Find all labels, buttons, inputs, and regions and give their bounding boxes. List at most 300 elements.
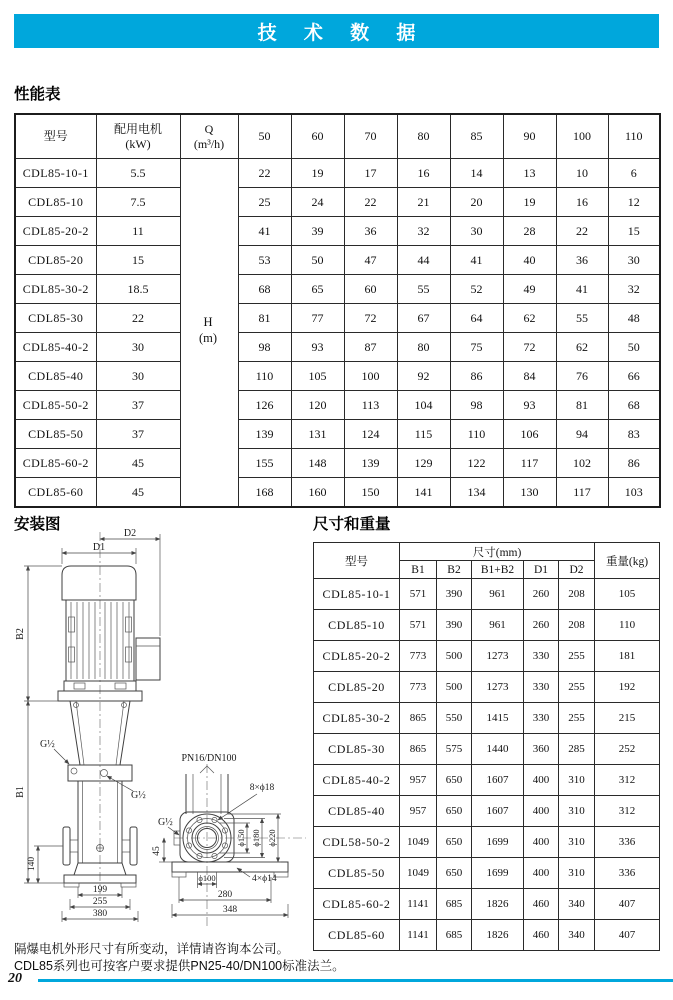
model-cell: CDL85-20 <box>15 246 96 275</box>
d1-cell: 400 <box>524 858 559 889</box>
d1-cell: 330 <box>524 672 559 703</box>
dim-label-140: 140 <box>27 856 37 872</box>
b1-cell: 1049 <box>400 858 437 889</box>
model-cell: CDL85-40-2 <box>314 765 400 796</box>
table-row <box>15 246 660 275</box>
head-value-cell: 76 <box>556 362 608 391</box>
table-row <box>314 858 660 889</box>
weight-cell: 336 <box>595 858 660 889</box>
head-value-cell: 25 <box>238 188 291 217</box>
head-value-cell: 19 <box>503 188 556 217</box>
head-value-cell: 13 <box>503 159 556 188</box>
motor-junction-box <box>136 638 160 680</box>
d1-cell: 460 <box>524 889 559 920</box>
head-value-cell: 117 <box>503 449 556 478</box>
b1b2-cell: 1440 <box>472 734 524 765</box>
col-header-model: 型号 <box>15 114 96 159</box>
table-row <box>314 579 660 610</box>
head-value-cell: 139 <box>238 420 291 449</box>
weight-cell: 105 <box>595 579 660 610</box>
table-row <box>314 889 660 920</box>
dim-label-g-half: G½ <box>40 739 55 750</box>
head-value-cell: 67 <box>397 304 450 333</box>
head-value-cell: 131 <box>291 420 344 449</box>
d2-cell: 310 <box>559 765 595 796</box>
b1b2-cell: 1826 <box>472 889 524 920</box>
discharge-flange <box>130 827 137 865</box>
table-row <box>15 362 660 391</box>
model-cell: CDL85-60-2 <box>15 449 96 478</box>
b1b2-cell: 1826 <box>472 920 524 951</box>
dim-label-dia180: ϕ180 <box>251 829 261 847</box>
head-value-cell: 81 <box>556 391 608 420</box>
head-value-cell: 22 <box>238 159 291 188</box>
dimensions-section-heading: 尺寸和重量 <box>313 516 391 533</box>
d1-cell: 400 <box>524 765 559 796</box>
b2-cell: 390 <box>437 610 472 641</box>
table-row <box>15 420 660 449</box>
head-value-cell: 62 <box>503 304 556 333</box>
head-value-cell: 44 <box>397 246 450 275</box>
head-value-cell: 105 <box>291 362 344 391</box>
b1b2-cell: 961 <box>472 610 524 641</box>
model-cell: CDL85-10 <box>314 610 400 641</box>
head-value-cell: 28 <box>503 217 556 246</box>
head-value-cell: 16 <box>397 159 450 188</box>
head-value-cell: 41 <box>238 217 291 246</box>
head-value-cell: 150 <box>344 478 397 508</box>
table-row <box>314 827 660 858</box>
dim-label-348: 348 <box>222 905 238 915</box>
table-row <box>314 765 660 796</box>
model-cell: CDL85-50-2 <box>15 391 96 420</box>
power-cell: 37 <box>96 420 180 449</box>
head-value-cell: 134 <box>450 478 503 508</box>
d2-cell: 310 <box>559 827 595 858</box>
head-value-cell: 87 <box>344 333 397 362</box>
head-column-spacer <box>180 478 238 508</box>
dimensions-table <box>313 542 660 951</box>
table-row <box>314 796 660 827</box>
col-header-d2: D2 <box>559 561 595 579</box>
dimensions-table-wrap <box>313 542 659 951</box>
head-column-spacer <box>180 304 238 333</box>
head-value-cell: 16 <box>556 188 608 217</box>
dim-label-199: 199 <box>92 885 108 895</box>
head-column-spacer <box>180 420 238 449</box>
col-header-q70: 70 <box>344 114 397 159</box>
col-header-d1: D1 <box>524 561 559 579</box>
dim-label-g-half: G½ <box>131 790 146 801</box>
head-column-spacer <box>180 246 238 275</box>
b2-cell: 575 <box>437 734 472 765</box>
performance-table-wrap <box>14 113 659 508</box>
col-header-b1: B1 <box>400 561 437 579</box>
col-header-b1b2: B1+B2 <box>472 561 524 579</box>
head-value-cell: 72 <box>503 333 556 362</box>
b1-cell: 773 <box>400 641 437 672</box>
head-unit-label: H (m) <box>198 314 218 345</box>
head-value-cell: 93 <box>291 333 344 362</box>
head-value-cell: 126 <box>238 391 291 420</box>
head-value-cell: 83 <box>608 420 660 449</box>
head-value-cell: 86 <box>450 362 503 391</box>
power-cell: 45 <box>96 478 180 508</box>
weight-cell: 192 <box>595 672 660 703</box>
b1b2-cell: 1699 <box>472 827 524 858</box>
head-value-cell: 93 <box>503 391 556 420</box>
power-cell: 7.5 <box>96 188 180 217</box>
head-value-cell: 94 <box>556 420 608 449</box>
b1-cell: 773 <box>400 672 437 703</box>
bolt-hole-count-label: 8×ϕ18 <box>249 783 275 793</box>
head-value-cell: 103 <box>608 478 660 508</box>
head-value-cell: 98 <box>238 333 291 362</box>
dimensions-header-row <box>314 543 660 561</box>
head-value-cell: 64 <box>450 304 503 333</box>
power-cell: 18.5 <box>96 275 180 304</box>
head-value-cell: 155 <box>238 449 291 478</box>
b1b2-cell: 1699 <box>472 858 524 889</box>
b1b2-cell: 1273 <box>472 641 524 672</box>
model-cell: CDL85-20-2 <box>15 217 96 246</box>
d1-cell: 330 <box>524 703 559 734</box>
d2-cell: 310 <box>559 796 595 827</box>
d1-cell: 260 <box>524 610 559 641</box>
head-value-cell: 41 <box>450 246 503 275</box>
head-value-cell: 62 <box>556 333 608 362</box>
b1-cell: 571 <box>400 579 437 610</box>
table-row <box>15 159 660 188</box>
power-cell: 11 <box>96 217 180 246</box>
col-header-motor: 配用电机 (kW) <box>96 114 180 159</box>
b2-cell: 650 <box>437 827 472 858</box>
col-header-model: 型号 <box>314 543 400 579</box>
installation-section-heading: 安装图 <box>14 516 61 533</box>
performance-section-heading: 性能表 <box>14 86 61 103</box>
weight-cell: 407 <box>595 920 660 951</box>
head-value-cell: 160 <box>291 478 344 508</box>
head-value-cell: 14 <box>450 159 503 188</box>
power-cell: 30 <box>96 362 180 391</box>
weight-cell: 215 <box>595 703 660 734</box>
table-row <box>314 920 660 951</box>
dim-label-255: 255 <box>92 897 108 907</box>
head-value-cell: 50 <box>291 246 344 275</box>
head-value-cell: 52 <box>450 275 503 304</box>
model-cell: CDL85-20 <box>314 672 400 703</box>
head-value-cell: 39 <box>291 217 344 246</box>
model-cell: CDL85-10 <box>15 188 96 217</box>
b2-cell: 650 <box>437 796 472 827</box>
col-header-q110: 110 <box>608 114 660 159</box>
b1-cell: 957 <box>400 796 437 827</box>
head-value-cell: 30 <box>608 246 660 275</box>
head-value-cell: 41 <box>556 275 608 304</box>
weight-cell: 181 <box>595 641 660 672</box>
dim-label-g-half: G½ <box>158 817 173 828</box>
head-value-cell: 75 <box>450 333 503 362</box>
b2-cell: 650 <box>437 858 472 889</box>
model-cell: CDL85-60-2 <box>314 889 400 920</box>
model-cell: CDL85-40-2 <box>15 333 96 362</box>
table-row <box>314 734 660 765</box>
head-value-cell: 49 <box>503 275 556 304</box>
head-value-cell: 66 <box>608 362 660 391</box>
table-row <box>15 449 660 478</box>
head-value-cell: 148 <box>291 449 344 478</box>
model-cell: CDL85-10-1 <box>314 579 400 610</box>
head-value-cell: 24 <box>291 188 344 217</box>
dim-label-dia100: ϕ100 <box>198 873 216 883</box>
dim-label-280: 280 <box>217 890 233 900</box>
head-value-cell: 55 <box>556 304 608 333</box>
b1-cell: 1141 <box>400 889 437 920</box>
d2-cell: 255 <box>559 703 595 734</box>
dim-label-dia220: ϕ220 <box>267 829 277 847</box>
b2-cell: 390 <box>437 579 472 610</box>
head-value-cell: 100 <box>344 362 397 391</box>
head-value-cell: 55 <box>397 275 450 304</box>
d2-cell: 208 <box>559 610 595 641</box>
col-header-flow: Q (m³/h) <box>180 114 238 159</box>
head-column-spacer <box>180 391 238 420</box>
foot-hole-count-label: 4×ϕ14 <box>252 874 277 884</box>
model-cell: CDL85-30-2 <box>314 703 400 734</box>
head-value-cell: 68 <box>238 275 291 304</box>
head-value-cell: 102 <box>556 449 608 478</box>
col-header-q85: 85 <box>450 114 503 159</box>
head-value-cell: 6 <box>608 159 660 188</box>
head-value-cell: 22 <box>344 188 397 217</box>
b1-cell: 571 <box>400 610 437 641</box>
power-cell: 15 <box>96 246 180 275</box>
col-header-q90: 90 <box>503 114 556 159</box>
page-number: 20 <box>8 971 22 986</box>
b1-cell: 1141 <box>400 920 437 951</box>
head-value-cell: 15 <box>608 217 660 246</box>
b1b2-cell: 1607 <box>472 765 524 796</box>
col-header-q50: 50 <box>238 114 291 159</box>
model-cell: CDL58-50-2 <box>314 827 400 858</box>
model-cell: CDL85-50 <box>314 858 400 889</box>
page-title: 技 术 数 据 <box>257 22 427 44</box>
model-cell: CDL85-40 <box>15 362 96 391</box>
head-value-cell: 139 <box>344 449 397 478</box>
head-value-cell: 122 <box>450 449 503 478</box>
head-column-spacer <box>180 275 238 304</box>
d2-cell: 208 <box>559 579 595 610</box>
col-group-size: 尺寸(mm) <box>400 543 595 561</box>
weight-cell: 312 <box>595 765 660 796</box>
head-value-cell: 110 <box>450 420 503 449</box>
b2-cell: 685 <box>437 920 472 951</box>
b1-cell: 865 <box>400 703 437 734</box>
b1-cell: 1049 <box>400 827 437 858</box>
head-value-cell: 86 <box>608 449 660 478</box>
head-value-cell: 115 <box>397 420 450 449</box>
b1-cell: 957 <box>400 765 437 796</box>
head-value-cell: 17 <box>344 159 397 188</box>
b1b2-cell: 1273 <box>472 672 524 703</box>
model-cell: CDL85-10-1 <box>15 159 96 188</box>
head-value-cell: 72 <box>344 304 397 333</box>
b1b2-cell: 961 <box>472 579 524 610</box>
base-plate-top-view <box>172 862 288 872</box>
head-value-cell: 32 <box>608 275 660 304</box>
head-value-cell: 106 <box>503 420 556 449</box>
d1-cell: 330 <box>524 641 559 672</box>
installation-diagram <box>14 528 310 945</box>
head-value-cell: 168 <box>238 478 291 508</box>
dim-label-d2: D2 <box>123 528 137 539</box>
head-value-cell: 20 <box>450 188 503 217</box>
head-value-cell: 80 <box>397 333 450 362</box>
head-value-cell: 129 <box>397 449 450 478</box>
head-value-cell: 32 <box>397 217 450 246</box>
head-value-cell: 21 <box>397 188 450 217</box>
model-cell: CDL85-30-2 <box>15 275 96 304</box>
head-column-spacer <box>180 449 238 478</box>
head-value-cell: 30 <box>450 217 503 246</box>
b1b2-cell: 1607 <box>472 796 524 827</box>
head-value-cell: 124 <box>344 420 397 449</box>
power-cell: 30 <box>96 333 180 362</box>
col-header-q100: 100 <box>556 114 608 159</box>
col-header-b2: B2 <box>437 561 472 579</box>
weight-cell: 336 <box>595 827 660 858</box>
col-header-weight: 重量(kg) <box>595 543 660 579</box>
col-header-q60: 60 <box>291 114 344 159</box>
head-value-cell: 10 <box>556 159 608 188</box>
dim-label-d1: D1 <box>92 542 106 553</box>
b2-cell: 500 <box>437 641 472 672</box>
head-value-cell: 36 <box>344 217 397 246</box>
dim-label-380: 380 <box>92 909 108 919</box>
table-row <box>15 217 660 246</box>
head-value-cell: 65 <box>291 275 344 304</box>
head-value-cell: 47 <box>344 246 397 275</box>
table-row <box>314 641 660 672</box>
suction-flange <box>63 827 70 865</box>
table-row <box>15 333 660 362</box>
flange-standard-label: PN16/DN100 <box>181 753 237 764</box>
table-row <box>15 188 660 217</box>
power-cell: 45 <box>96 449 180 478</box>
table-row <box>314 703 660 734</box>
dim-label-45: 45 <box>152 846 162 856</box>
table-row <box>15 391 660 420</box>
dim-label-b1: B1 <box>15 786 26 798</box>
d2-cell: 255 <box>559 672 595 703</box>
d1-cell: 460 <box>524 920 559 951</box>
model-cell: CDL85-30 <box>15 304 96 333</box>
table-row <box>314 672 660 703</box>
head-value-cell: 48 <box>608 304 660 333</box>
d2-cell: 340 <box>559 920 595 951</box>
weight-cell: 407 <box>595 889 660 920</box>
d2-cell: 340 <box>559 889 595 920</box>
model-cell: CDL85-60 <box>15 478 96 508</box>
footnote-motor: 隔爆电机外形尺寸有所变动，详情请咨询本公司。 <box>14 942 290 956</box>
head-value-cell: 117 <box>556 478 608 508</box>
table-row <box>314 610 660 641</box>
d2-cell: 255 <box>559 641 595 672</box>
head-value-cell: 141 <box>397 478 450 508</box>
d1-cell: 360 <box>524 734 559 765</box>
power-cell: 5.5 <box>96 159 180 188</box>
dim-label-dia150: ϕ150 <box>236 829 246 847</box>
d1-cell: 400 <box>524 827 559 858</box>
head-value-cell: 84 <box>503 362 556 391</box>
head-value-cell: 36 <box>556 246 608 275</box>
head-column-spacer <box>180 188 238 217</box>
head-column-spacer <box>180 333 238 362</box>
head-value-cell: 104 <box>397 391 450 420</box>
col-header-q80: 80 <box>397 114 450 159</box>
power-cell: 22 <box>96 304 180 333</box>
bottom-accent-rule <box>38 979 673 982</box>
table-row <box>15 478 660 508</box>
model-cell: CDL85-40 <box>314 796 400 827</box>
b1b2-cell: 1415 <box>472 703 524 734</box>
motor-cap <box>62 566 136 600</box>
performance-header-row <box>15 114 660 159</box>
head-value-cell: 22 <box>556 217 608 246</box>
head-value-cell: 120 <box>291 391 344 420</box>
table-row <box>15 275 660 304</box>
weight-cell: 252 <box>595 734 660 765</box>
head-value-cell: 113 <box>344 391 397 420</box>
b1-cell: 865 <box>400 734 437 765</box>
head-value-cell: 110 <box>238 362 291 391</box>
weight-cell: 110 <box>595 610 660 641</box>
b2-cell: 500 <box>437 672 472 703</box>
page-title-banner <box>14 14 659 48</box>
head-value-cell: 40 <box>503 246 556 275</box>
d1-cell: 400 <box>524 796 559 827</box>
model-cell: CDL85-20-2 <box>314 641 400 672</box>
power-cell: 37 <box>96 391 180 420</box>
head-value-cell: 92 <box>397 362 450 391</box>
head-value-cell: 60 <box>344 275 397 304</box>
head-column-spacer <box>180 362 238 391</box>
model-cell: CDL85-30 <box>314 734 400 765</box>
table-row <box>15 304 660 333</box>
head-value-cell: 77 <box>291 304 344 333</box>
head-value-cell: 19 <box>291 159 344 188</box>
dim-label-b2: B2 <box>15 628 26 640</box>
head-column-spacer <box>180 217 238 246</box>
d1-cell: 260 <box>524 579 559 610</box>
head-value-cell: 12 <box>608 188 660 217</box>
head-value-cell: 50 <box>608 333 660 362</box>
model-cell: CDL85-50 <box>15 420 96 449</box>
head-value-cell: 68 <box>608 391 660 420</box>
d2-cell: 285 <box>559 734 595 765</box>
head-value-cell: 98 <box>450 391 503 420</box>
head-value-cell: 53 <box>238 246 291 275</box>
b2-cell: 550 <box>437 703 472 734</box>
model-cell: CDL85-60 <box>314 920 400 951</box>
b2-cell: 650 <box>437 765 472 796</box>
head-value-cell: 130 <box>503 478 556 508</box>
head-value-cell: 81 <box>238 304 291 333</box>
head-column-spacer <box>180 159 238 188</box>
d2-cell: 310 <box>559 858 595 889</box>
b2-cell: 685 <box>437 889 472 920</box>
footnote-flange: CDL85系列也可按客户要求提供PN25-40/DN100标准法兰。 <box>14 959 345 973</box>
